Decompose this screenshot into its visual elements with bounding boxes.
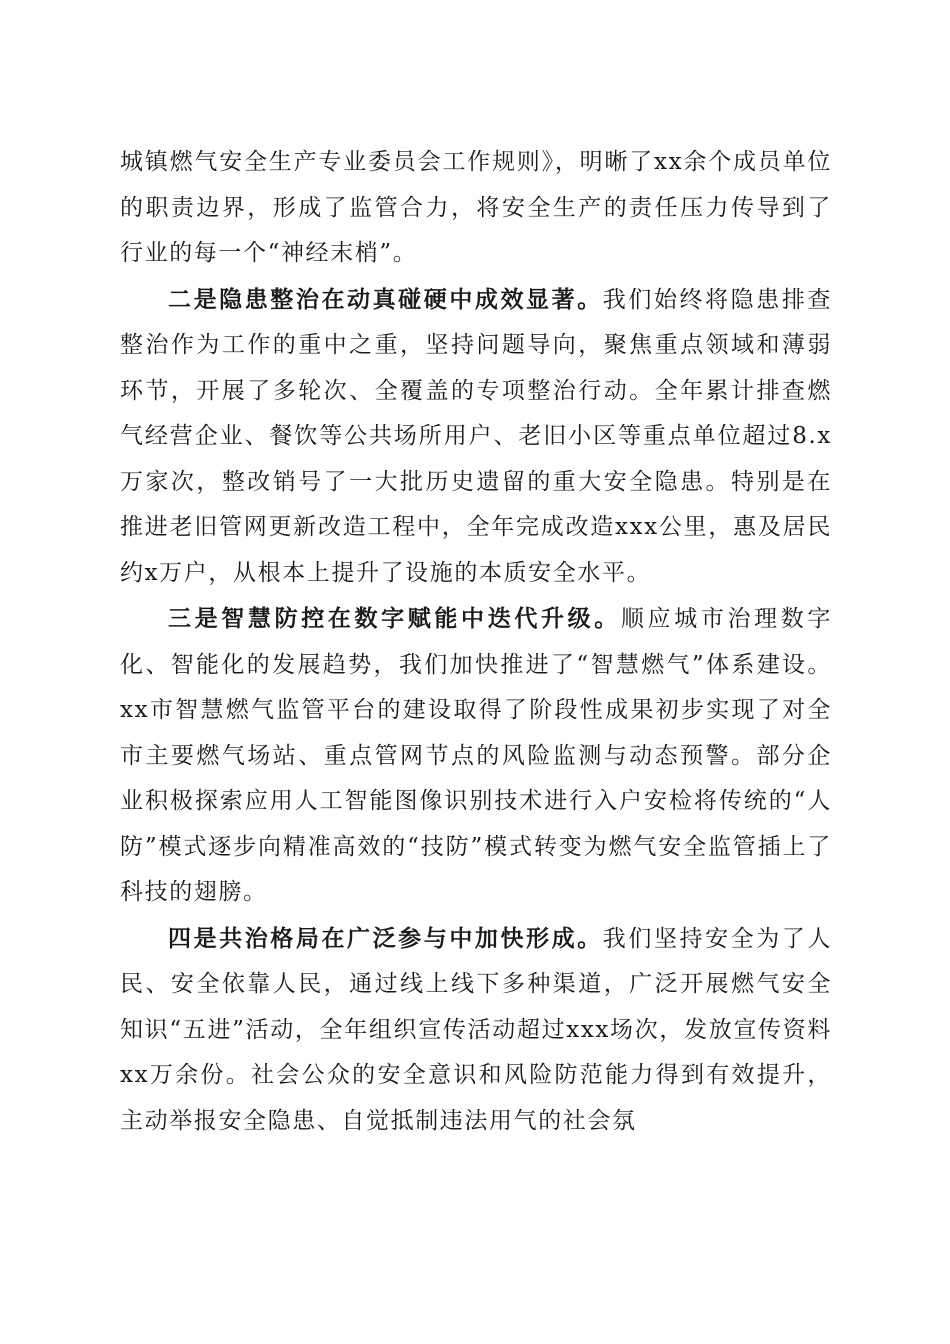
paragraph-text: 城镇燃气安全生产专业委员会工作规则》，明晰了xx余个成员单位的职责边界，形成了监管合力，将安全生产的责任压力传导到了行业的每一个“神经末梢”。 — [120, 149, 832, 266]
paragraph-smart-prevention — [120, 596, 832, 916]
paragraph-continuation — [120, 140, 832, 277]
paragraph-text: 我们始终将隐患排查整治作为工作的重中之重，坚持问题导向，聚焦重点领域和薄弱环节，开展了多轮次、全覆盖的专项整治行动。全年累计排查燃气经营企业、餐饮等公共场所用户、老旧小区等重点单位超过8.x万家次，整改销号了一大批历史遗留的重大安全隐患。特别是在推进老旧管网更新改造工程中，全年完成改造xxx公里，惠及居民约x万户，从根本上提升了设施的本质安全水平。 — [120, 286, 833, 586]
paragraph-lead: 三是智慧防控在数字赋能中迭代升级。 — [168, 605, 621, 632]
paragraph-text: 我们坚持安全为了人民、安全依靠人民，通过线上线下多种渠道，广泛开展燃气安全知识“五进”活动，全年组织宣传活动超过xxx场次，发放宣传资料xx万余份。社会公众的安全意识和风险防范能力得到有效提升，主动举报安全隐患、自觉抵制违法用气的社会氛 — [120, 925, 833, 1134]
paragraph-lead: 二是隐患整治在动真碰硬中成效显著。 — [168, 285, 603, 313]
paragraph-lead: 四是共治格局在广泛参与中加快形成。 — [168, 924, 603, 952]
paragraph-hazard-rectification — [120, 277, 832, 597]
paragraph-co-governance — [120, 916, 832, 1145]
document-body — [120, 140, 832, 1144]
paragraph-text: 顺应城市治理数字化、智能化的发展趋势，我们加快推进了“智慧燃气”体系建设。xx市智慧燃气监管平台的建设取得了阶段性成果初步实现了对全市主要燃气场站、重点管网节点的风险监测与动态预警。部分企业积极探索应用人工智能图像识别技术进行入户安检将传统的“人防”模式逐步向精准高效的“技防”模式转变为燃气安全监管插上了科技的翅膀。 — [120, 606, 832, 905]
